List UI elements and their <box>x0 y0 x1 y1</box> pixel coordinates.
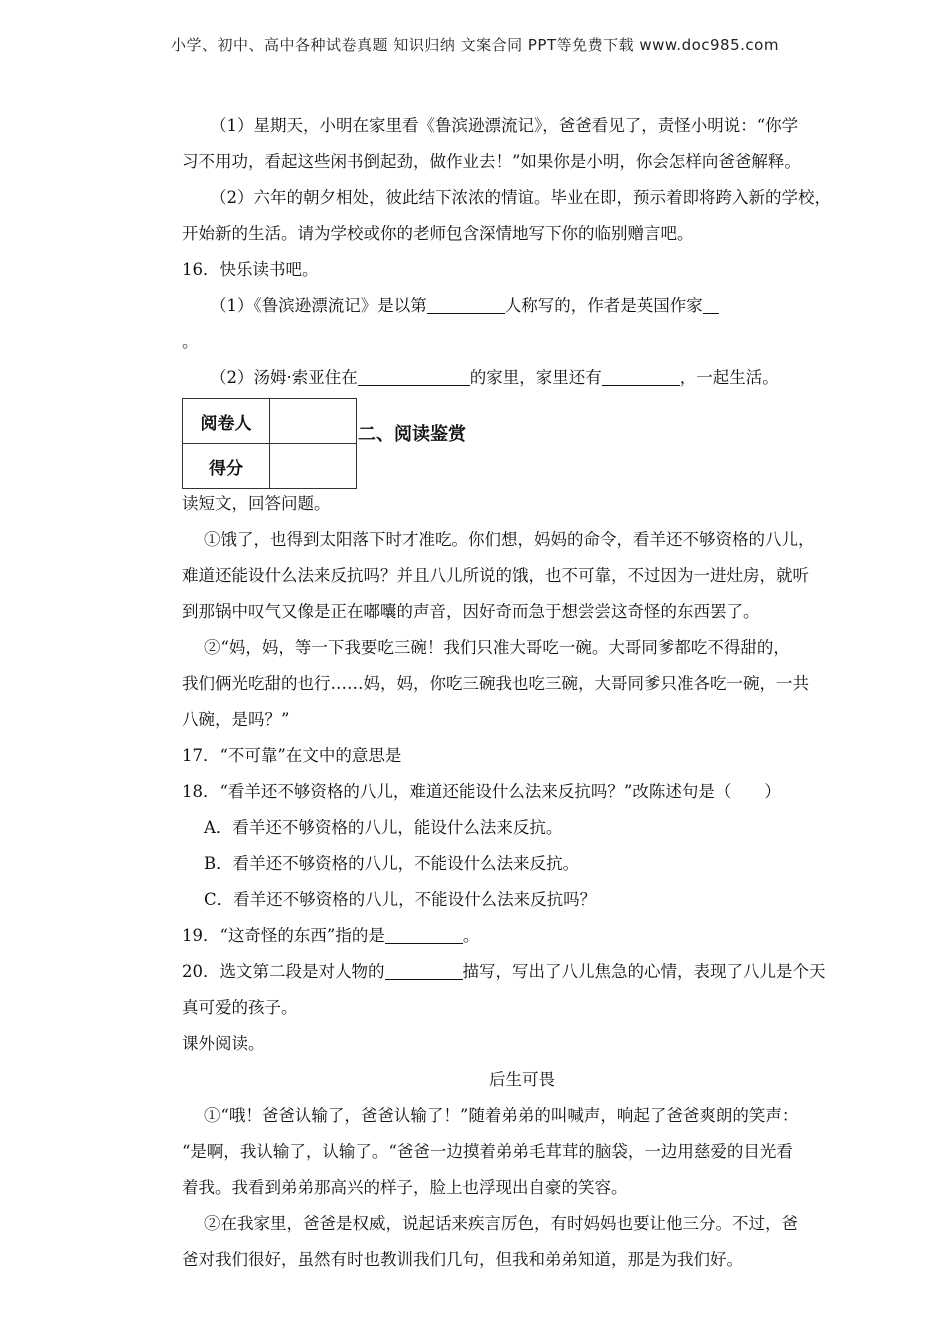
option-a[interactable]: A．看羊还不够资格的八儿，能设什么法来反抗。 <box>204 818 563 837</box>
reviewer-label: 阅卷人 <box>183 399 270 444</box>
question-18: 18．“看羊还不够资格的八儿，难道还能设什么法来反抗吗？”改陈述句是（ ） <box>182 782 781 801</box>
extra-p2-line1: ②在我家里，爸爸是权威，说起话来疾言厉色，有时妈妈也要让他三分。不过，爸 <box>204 1214 798 1233</box>
extra-p1-line1: ①“哦！爸爸认输了，爸爸认输了！”随着弟弟的叫喊声，响起了爸爸爽朗的笑声： <box>204 1106 799 1125</box>
score-section <box>182 398 862 490</box>
answer-blank[interactable] <box>358 367 470 386</box>
score-cell[interactable] <box>270 444 357 489</box>
q15-p1-line1: （1）星期天，小明在家里看《鲁滨逊漂流记》，爸爸看见了，责怪小明说：“你学 <box>210 116 799 135</box>
question-19 <box>182 918 862 954</box>
q16-title: 16．快乐读书吧。 <box>182 260 319 279</box>
extra-p1-line2: “是啊，我认输了，认输了。“爸爸一边摸着弟弟毛茸茸的脑袋，一边用慈爱的目光看 <box>182 1142 793 1161</box>
q16-p2-text-b: 的家里，家里还有 <box>469 368 602 387</box>
passage-para1-line1: ①饿了，也得到太阳落下时才准吃。你们想，妈妈的命令，看羊还不够资格的八儿， <box>204 530 815 549</box>
q15-p2-line2: 开始新的生活。请为学校或你的老师包含深情地写下你的临别赠言吧。 <box>182 224 694 243</box>
q16-p2-text-c: ，一起生活。 <box>679 368 779 387</box>
option-c[interactable]: C．看羊还不够资格的八儿，不能设什么法来反抗吗？ <box>204 890 597 909</box>
answer-blank[interactable] <box>427 295 505 314</box>
passage-title: 后生可畏 <box>489 1070 555 1089</box>
q15-p2-line1: （2）六年的朝夕相处，彼此结下浓浓的情谊。毕业在即，预示着即将跨入新的学校， <box>210 188 831 207</box>
extra-p1-line3: 着我。我看到弟弟那高兴的样子，脸上也浮现出自豪的笑容。 <box>182 1178 628 1197</box>
q16-p2 <box>182 360 862 396</box>
question-19-end: 。 <box>462 926 480 945</box>
passage-para1-line3: 到那锅中叹气又像是正在嘟囔的声音，因好奇而急于想尝尝这奇怪的东西罢了。 <box>182 602 760 621</box>
reading-instruction: 读短文，回答问题。 <box>182 494 331 513</box>
extra-p2-line2: 爸对我们很好，虽然有时也教训我们几句，但我和弟弟知道，那是为我们好。 <box>182 1250 743 1269</box>
section-title: 二、阅读鉴赏 <box>358 424 466 445</box>
reviewer-cell[interactable] <box>270 399 357 444</box>
passage-para2-line1: ②“妈，妈，等一下我要吃三碗！我们只准大哥吃一碗。大哥同爹都吃不得甜的， <box>204 638 790 657</box>
answer-blank[interactable] <box>385 961 463 980</box>
question-19-text: 19．“这奇怪的东西”指的是 <box>182 926 385 945</box>
question-20 <box>182 954 862 990</box>
answer-blank[interactable] <box>703 295 719 314</box>
passage-para2-line2: 我们俩光吃甜的也行……妈，妈，你吃三碗我也吃三碗，大哥同爹只准各吃一碗，一共 <box>182 674 809 693</box>
question-20-text-a: 20．选文第二段是对人物的 <box>182 962 385 981</box>
document-body <box>182 108 862 1278</box>
question-17: 17．“不可靠”在文中的意思是 <box>182 746 402 765</box>
page-header: 小学、初中、高中各种试卷真题 知识归纳 文案合同 PPT等免费下载 www.doc985.com <box>171 36 779 54</box>
option-b[interactable]: B．看羊还不够资格的八儿，不能设什么法来反抗。 <box>204 854 580 873</box>
passage-para1-line2: 难道还能设什么法来反抗吗？并且八儿所说的饿，也不可靠，不过因为一进灶房，就听 <box>182 566 809 585</box>
answer-blank[interactable] <box>602 367 680 386</box>
passage-para2-line3: 八碗，是吗？” <box>182 710 290 729</box>
answer-blank[interactable] <box>385 925 463 944</box>
score-label: 得分 <box>183 444 270 489</box>
question-20-line2: 真可爱的孩子。 <box>182 998 298 1017</box>
question-20-text-b: 描写，写出了八儿焦急的心情，表现了八儿是个天 <box>462 962 826 981</box>
q16-p1-end: 。 <box>182 332 199 351</box>
score-table <box>182 398 357 489</box>
extra-reading-label: 课外阅读。 <box>182 1034 265 1053</box>
q16-p1-text-b: 人称写的，作者是英国作家 <box>504 296 703 315</box>
q16-p1-text-a: （1）《鲁滨逊漂流记》是以第 <box>210 296 427 315</box>
q16-p2-text-a: （2）汤姆·索亚住在 <box>210 368 358 387</box>
q15-p1-line2: 习不用功，看起这些闲书倒起劲，做作业去！”如果你是小明，你会怎样向爸爸解释。 <box>182 152 801 171</box>
q16-p1 <box>182 288 862 324</box>
